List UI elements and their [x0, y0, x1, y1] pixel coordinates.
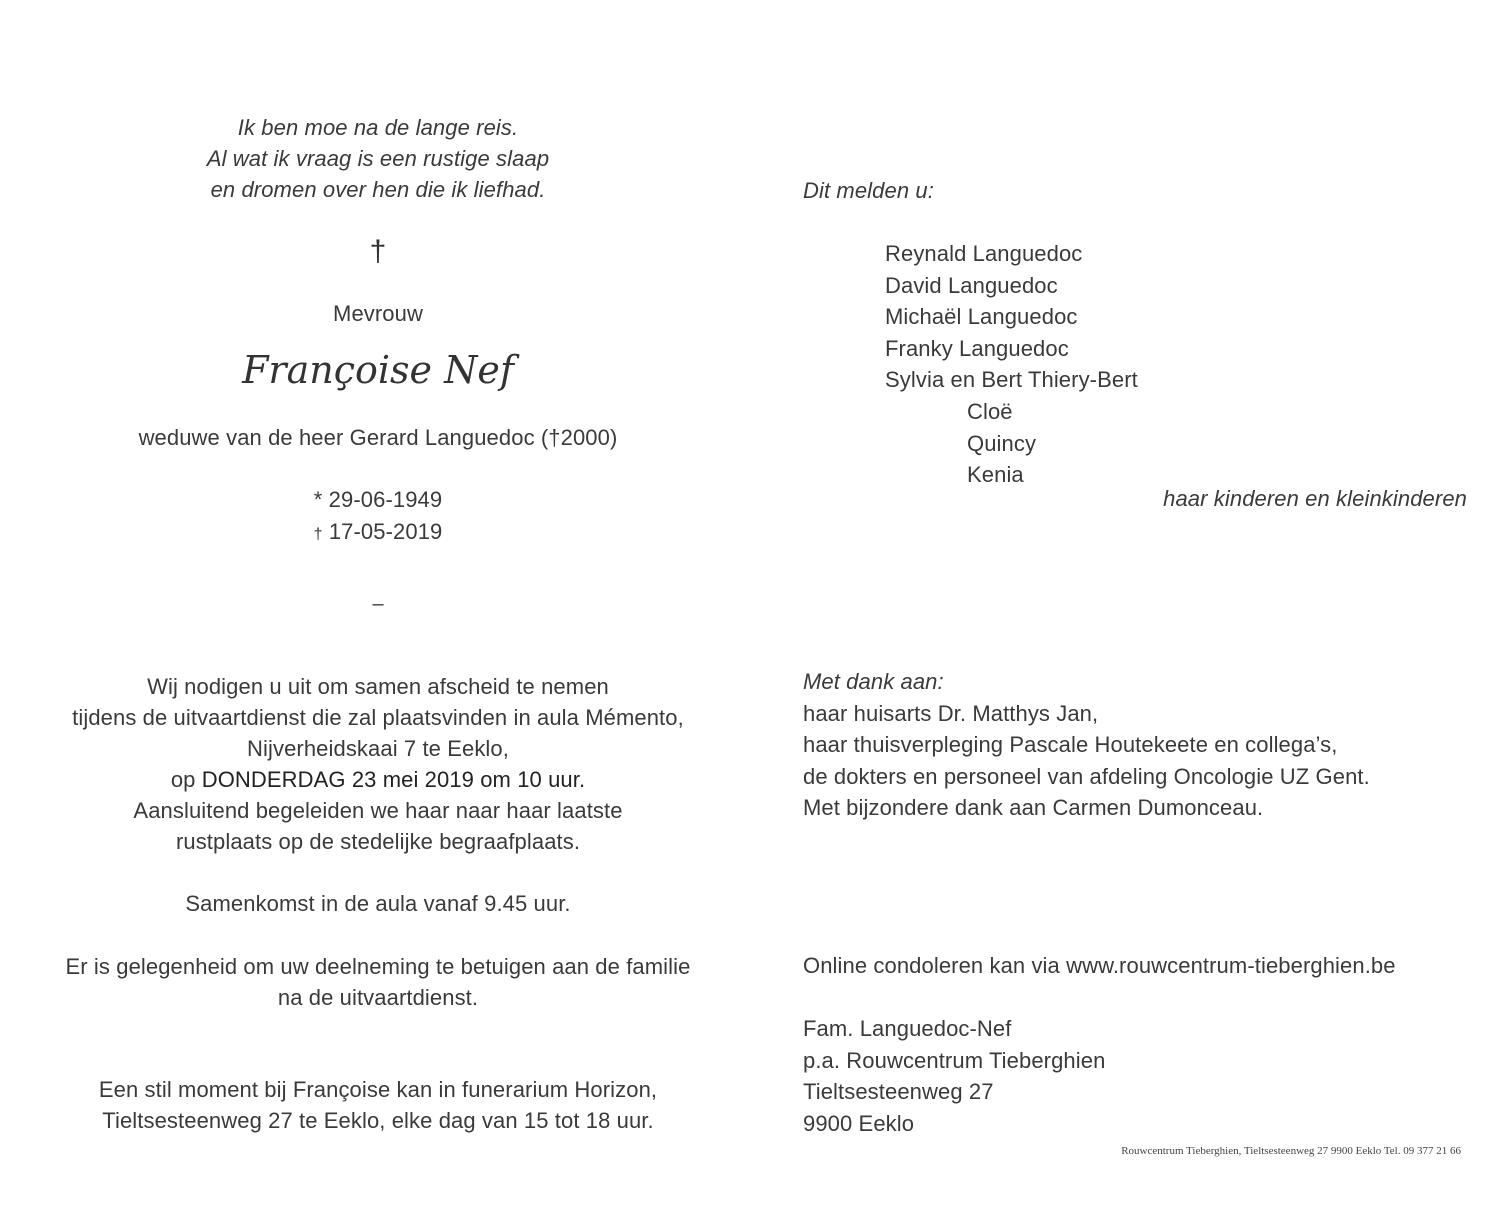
child-4: Franky Languedoc	[885, 336, 1069, 361]
thanks-line-2: haar thuisverpleging Pascale Houtekeete en collega’s,	[803, 732, 1338, 757]
title: Mevrouw	[333, 301, 423, 326]
invitation-line-1: Wij nodigen u uit om samen afscheid te nemen	[147, 674, 609, 699]
quiet-moment-line-2: Tieltsesteenweg 27 te Eeklo, elke dag van 15 tot 18 uur.	[102, 1108, 654, 1133]
child-1: Reynald Languedoc	[885, 241, 1083, 266]
family-address-line-1: Fam. Languedoc-Nef	[803, 1016, 1012, 1041]
thanks-line-1: haar huisarts Dr. Matthys Jan,	[803, 701, 1099, 726]
quiet-moment-line-1: Een stil moment bij Françoise kan in funerarium Horizon,	[98, 1077, 658, 1102]
cross-icon: †	[369, 235, 387, 268]
child-2: David Languedoc	[885, 273, 1058, 298]
separator: –	[372, 593, 384, 615]
poem-line-2: Al wat ik vraag is een rustige slaap	[206, 146, 550, 171]
grandchild-1: Cloë	[967, 399, 1013, 424]
poem-line-1: Ik ben moe na de lange reis.	[237, 115, 519, 140]
invitation-line-2: tijdens de uitvaartdienst die zal plaatsvinden in aula Mémento,	[72, 705, 684, 730]
condolence-line-1: Er is gelegenheid om uw deelneming te betuigen aan de familie	[65, 954, 691, 979]
family-address-line-3: Tieltsesteenweg 27	[803, 1079, 994, 1104]
family-relation: haar kinderen en kleinkinderen	[1163, 486, 1467, 511]
grandchild-2: Quincy	[967, 431, 1037, 456]
thanks-heading: Met dank aan:	[803, 669, 944, 694]
invitation-line-4	[0, 764, 756, 795]
deceased-name: Françoise Nef	[242, 348, 514, 392]
announcers-heading: Dit melden u:	[803, 178, 934, 203]
invitation-line-3: Nijverheidskaai 7 te Eeklo,	[247, 736, 509, 761]
funeral-home-footer: Rouwcentrum Tieberghien, Tieltsesteenweg 27 9900 Eeklo Tel. 09 377 21 66	[1121, 1145, 1461, 1157]
condolence-line-2: na de uitvaartdienst.	[277, 985, 479, 1010]
child-5: Sylvia en Bert Thiery-Bert	[885, 367, 1138, 392]
birth-date-line	[0, 484, 756, 515]
funeral-date: DONDERDAG 23 mei 2019 om 10 uur.	[201, 767, 586, 792]
death-cross-icon: †	[313, 526, 323, 543]
family-address-line-2: p.a. Rouwcentrum Tieberghien	[803, 1048, 1106, 1073]
death-date-line	[0, 516, 756, 550]
invitation-line-6: rustplaats op de stedelijke begraafplaats.	[175, 829, 581, 854]
thanks-line-4: Met bijzondere dank aan Carmen Dumonceau.	[803, 795, 1264, 820]
birth-star-icon: *	[313, 487, 323, 512]
widow-of: weduwe van de heer Gerard Languedoc (†2000)	[138, 425, 618, 450]
gathering-time: Samenkomst in de aula vanaf 9.45 uur.	[185, 891, 571, 916]
poem-line-3: en dromen over hen die ik liefhad.	[210, 177, 546, 202]
invitation-date-prefix: op	[170, 767, 202, 792]
death-date: 17-05-2019	[328, 519, 443, 544]
family-address-line-4: 9900 Eeklo	[803, 1111, 915, 1136]
thanks-line-3: de dokters en personeel van afdeling Oncologie UZ Gent.	[803, 764, 1370, 789]
birth-date: 29-06-1949	[328, 487, 443, 512]
grandchild-3: Kenia	[967, 462, 1024, 487]
invitation-line-5: Aansluitend begeleiden we haar naar haar laatste	[133, 798, 623, 823]
online-condolence: Online condoleren kan via www.rouwcentrum-tieberghien.be	[803, 953, 1396, 978]
child-3: Michaël Languedoc	[885, 304, 1078, 329]
